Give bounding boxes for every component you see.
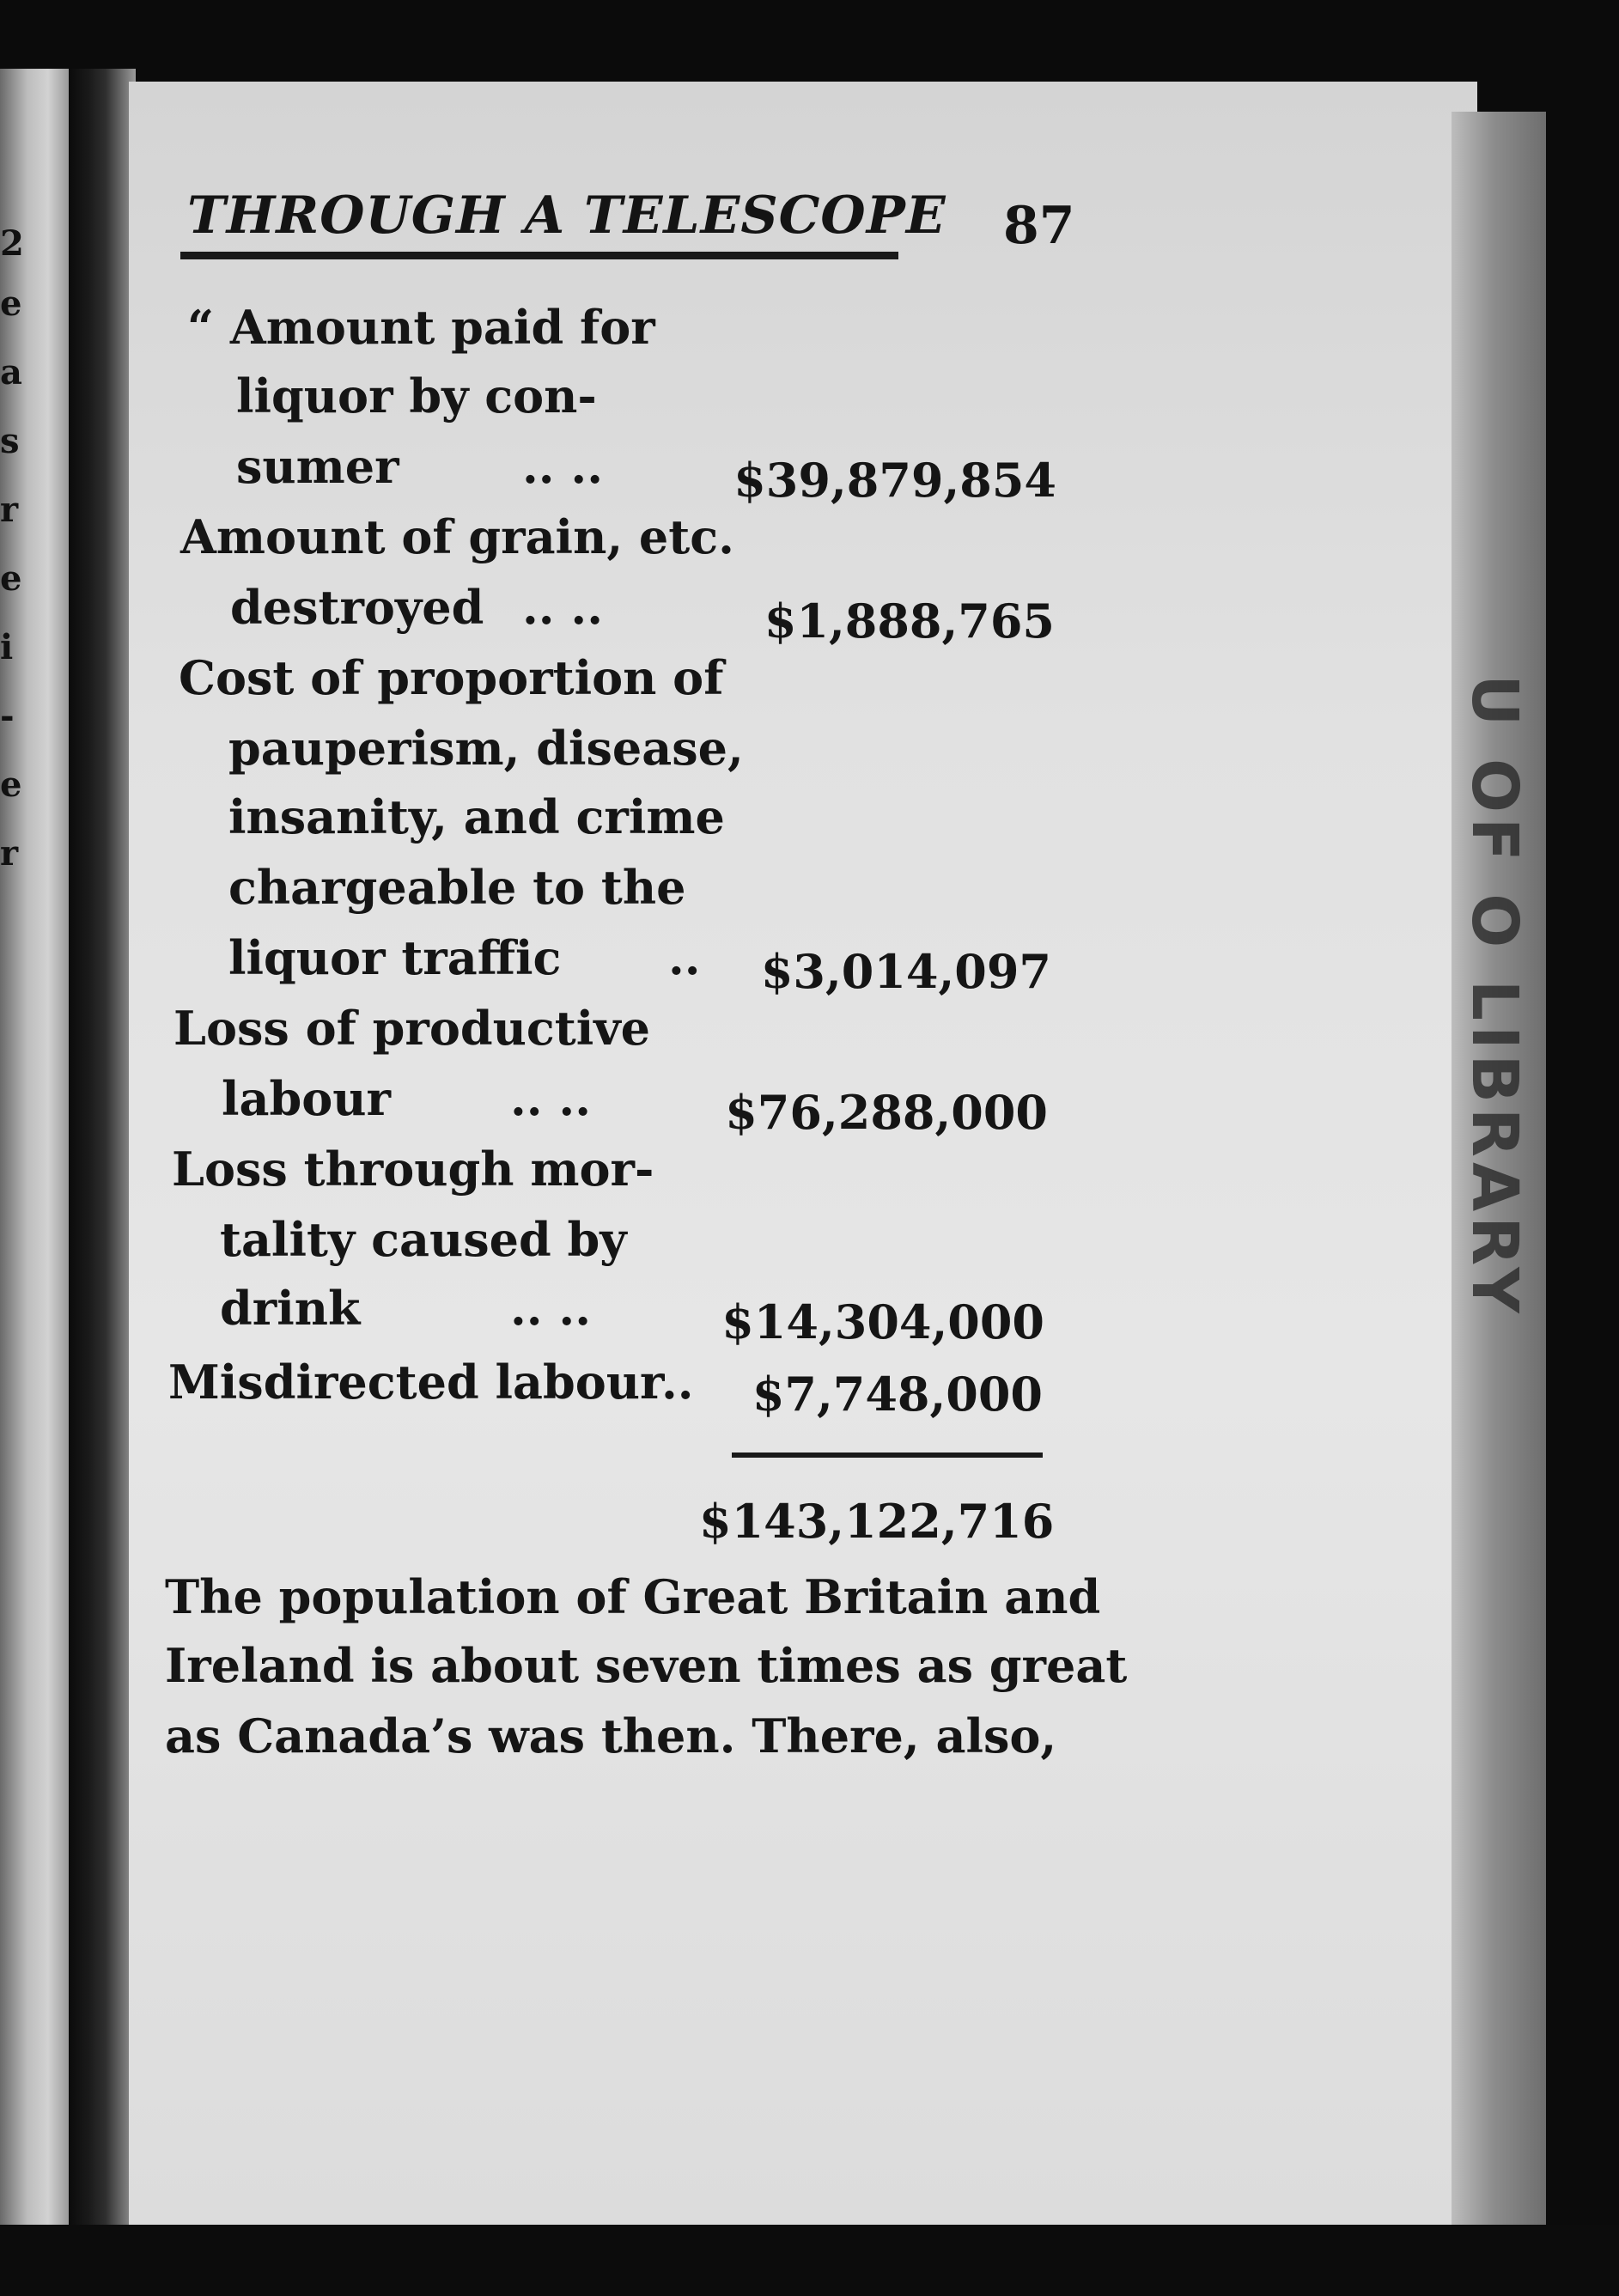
edge-char: e: [0, 558, 22, 599]
edge-char: a: [0, 352, 22, 393]
ledger-line: destroyed: [230, 580, 484, 635]
ledger-amount: $39,879,854: [733, 453, 1056, 508]
ledger-amount: $76,288,000: [725, 1085, 1048, 1140]
ledger-line: Loss through mor-: [172, 1142, 654, 1197]
edge-char: s: [0, 421, 20, 461]
dot-leader: ..: [661, 1355, 694, 1410]
ledger-line: tality caused by: [220, 1212, 627, 1267]
edge-char: -: [0, 696, 15, 736]
book-gutter-shadow: [69, 69, 136, 2233]
ledger-line: liquor by con-: [236, 368, 597, 423]
ledger-line: pauperism, disease,: [228, 721, 744, 776]
ledger-amount: $1,888,765: [764, 594, 1055, 649]
ledger-line: Loss of productive: [173, 1001, 650, 1056]
library-stamp: [1456, 593, 1533, 1400]
edge-char: e: [0, 764, 22, 805]
total-rule: [732, 1453, 1043, 1458]
library-stamp-text: U OF O LIBRARY: [1458, 674, 1532, 1319]
ledger-line: “ Amount paid for: [187, 300, 655, 355]
edge-char: 2: [0, 223, 24, 264]
ledger-total: $143,122,716: [699, 1494, 1055, 1549]
dot-leader: .. ..: [522, 439, 603, 494]
ledger-amount: $7,748,000: [752, 1367, 1043, 1422]
ledger-amount: $14,304,000: [721, 1294, 1044, 1349]
scan-bottom-shadow: [0, 2225, 1619, 2296]
facing-page-edge: [0, 69, 69, 2225]
dot-leader: ..: [668, 930, 701, 985]
edge-char: r: [0, 833, 19, 874]
ledger-line: drink: [220, 1281, 361, 1336]
ledger-line: labour: [222, 1071, 391, 1126]
edge-char: r: [0, 490, 19, 530]
running-head-underline: [180, 252, 898, 259]
edge-char: i: [0, 627, 14, 667]
body-text-line: The population of Great Britain and: [165, 1569, 1101, 1624]
edge-char: e: [0, 283, 22, 324]
dot-leader: .. ..: [510, 1071, 591, 1126]
ledger-line: chargeable to the: [228, 860, 686, 915]
body-text-line: Ireland is about seven times as great: [165, 1638, 1128, 1693]
dot-leader: .. ..: [522, 580, 603, 635]
ledger-line: sumer: [236, 439, 399, 494]
body-text-line: as Canada’s was then. There, also,: [165, 1708, 1057, 1763]
ledger-line: Amount of grain, etc.: [180, 509, 734, 564]
ledger-line: insanity, and crime: [228, 789, 725, 844]
ledger-line: Cost of proportion of: [179, 650, 724, 705]
ledger-line: liquor traffic: [228, 930, 562, 985]
page-number: 87: [1003, 196, 1075, 256]
dot-leader: .. ..: [510, 1281, 591, 1336]
running-head-title: THROUGH A TELESCOPE: [187, 186, 946, 246]
ledger-line: Misdirected labour: [168, 1355, 665, 1410]
ledger-amount: $3,014,097: [760, 944, 1051, 999]
